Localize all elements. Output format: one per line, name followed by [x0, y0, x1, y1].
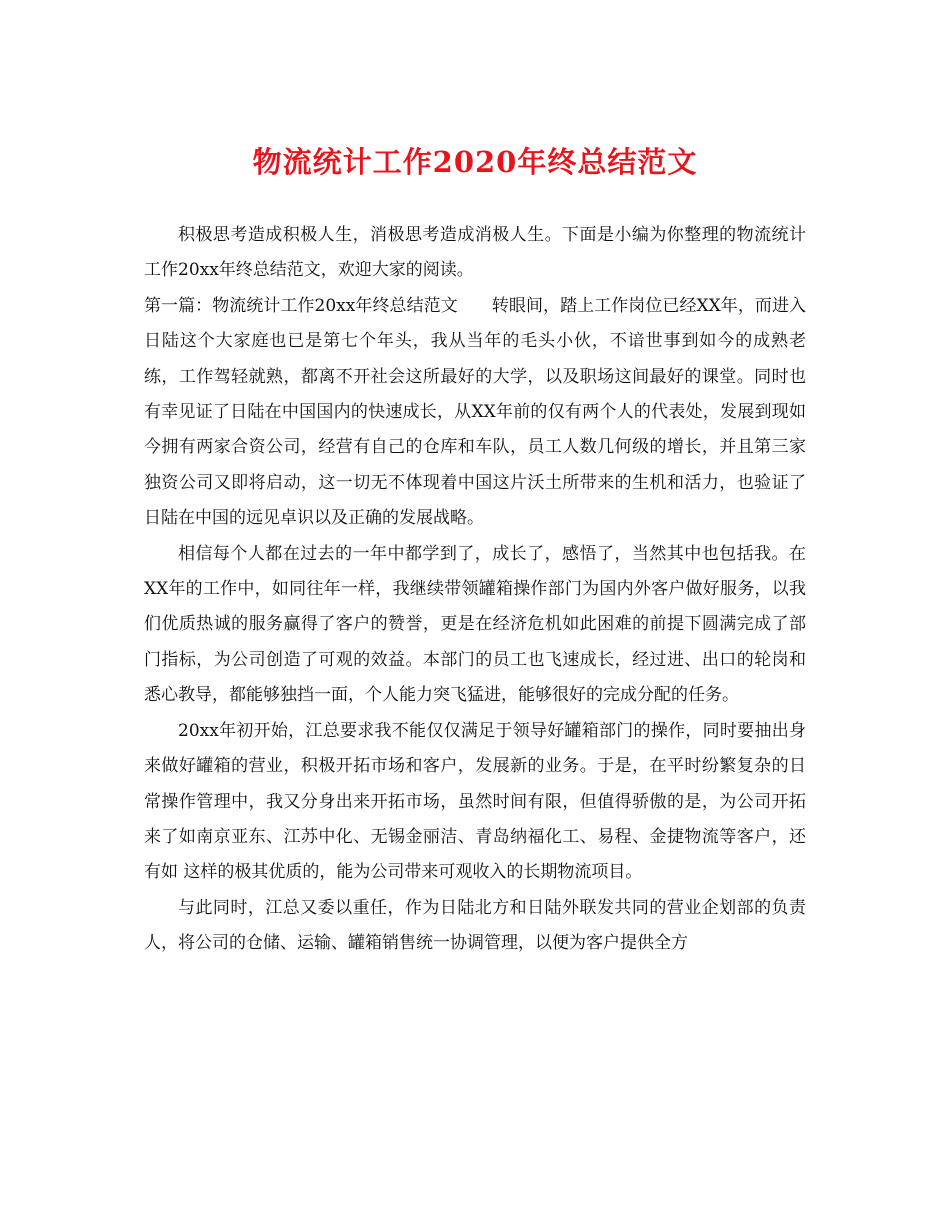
paragraph-growth: 相信每个人都在过去的一年中都学到了，成长了，感悟了，当然其中也包括我。在XX年的工作中，如同往年一样，我继续带领罐箱操作部门为国内外客户做好服务，以我们优质热诚的服务赢得了客户的赞誉，更是在经济危机如此困难的前提下圆满完成了部门指标，为公司创造了可观的效益。本部门的员工也飞速成长，经过进、出口的轮岗和悉心教导，都能够独挡一面，个人能力突飞猛进，能够很好的完成分配的任务。 — [144, 543, 806, 706]
document-title: 物流统计工作2020年终总结范文 — [252, 145, 698, 179]
paragraph-responsibility: 与此同时，江总又委以重任，作为日陆北方和日陆外联发共同的营业企划部的负责人，将公司的仓储、运输、罐箱销售统一协调管理，以便为客户提供全方 — [144, 897, 806, 954]
paragraph-intro: 积极思考造成积极人生，消极思考造成消极人生。下面是小编为你整理的物流统计工作20xx年终总结范文，欢迎大家的阅读。 — [144, 225, 806, 281]
paragraph-first-article: 第一篇：物流统计工作20xx年终总结范文 转眼间，踏上工作岗位已经XX年，而进入日陆这个大家庭也已是第七个年头，我从当年的毛头小伙，不谙世事到如今的成熟老练，工作驾轻就熟，都离不开社会这所最好的大学，以及职场这间最好的课堂。同时也有幸见证了日陆在中国国内的快速成长，从XX年前的仅有两个人的代表处，发展到现如今拥有两家合资公司，经营有自己的仓库和车队，员工人数几何级的增长，并且第三家独资公司又即将启动，这一切无不体现着中国这片沃土所带来的生机和活力，也验证了日陆在中国的远见卓识以及正确的发展战略。 — [144, 295, 806, 529]
paragraph-business: 20xx年初开始，江总要求我不能仅仅满足于领导好罐箱部门的操作，同时要抽出身来做好罐箱的营业，积极开拓市场和客户，发展新的业务。于是，在平时纷繁复杂的日常操作管理中，我又分身出来开拓市场，虽然时间有限，但值得骄傲的是，为公司开拓来了如南京亚东、江苏中化、无锡金丽洁、青岛纳福化工、易程、金捷物流等客户，还有如 这样的极其优质的，能为公司带来可观收入的长期物流项目。 — [144, 720, 806, 883]
document-body — [144, 218, 806, 962]
